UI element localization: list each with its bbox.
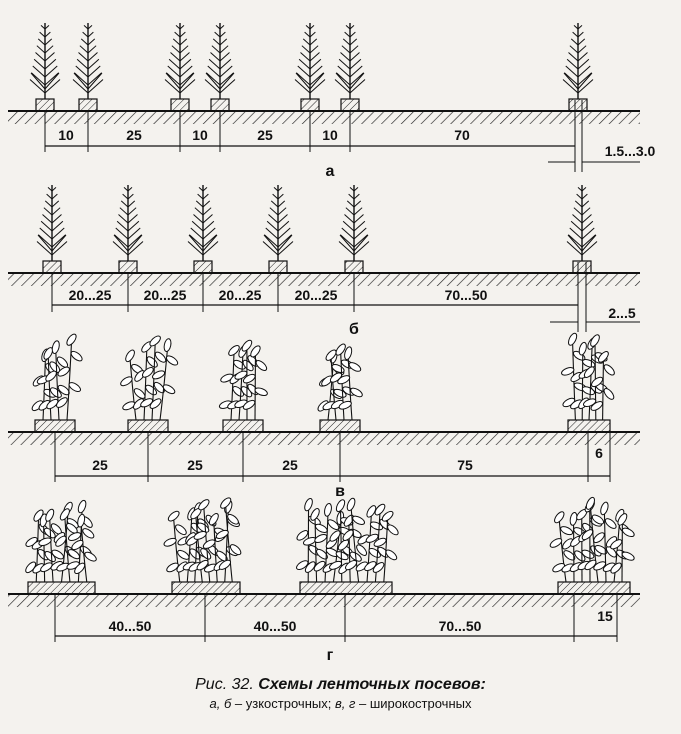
leafy-plant-row [24,499,98,594]
caption-title [0,676,681,694]
dim-a-edge: 1.5...3.0 [604,143,656,159]
leafy-plant-row [561,332,617,432]
grass-plant [188,185,218,273]
grass-plant [263,185,293,273]
dim-v-edge: 6 [595,445,603,461]
panel-g [8,496,640,664]
leafy-plant-row [163,496,243,594]
dim-a-1: 10 [58,127,74,143]
dim-v-4: 75 [457,457,473,473]
dim-v-2: 25 [187,457,203,473]
dim-a-5: 10 [322,127,338,143]
leafy-plant-row [119,334,179,432]
caption-sub-a-letters: а, б [209,696,232,711]
soil-v [8,432,640,445]
dim-b-2: 20...25 [143,287,187,303]
dim-a-6: 70 [454,127,470,143]
panel-v [8,332,640,500]
caption-subtitle [0,696,681,711]
dim-g-2: 40...50 [253,618,297,634]
dim-a-3: 10 [192,127,208,143]
grass-plant [563,23,593,111]
dim-g-edge: 15 [597,608,613,624]
dim-a-4: 25 [257,127,273,143]
soil-b [8,273,640,286]
leafy-plant-row [316,342,363,432]
dim-g-1: 40...50 [108,618,152,634]
caption-fig-number: Рис. 32. [195,676,254,693]
soil-g [8,594,640,607]
dim-b-1: 20...25 [68,287,112,303]
panel-label-v: в [335,483,345,500]
grass-plant [165,23,195,111]
dim-v-1: 25 [92,457,108,473]
grass-plant [113,185,143,273]
panel-label-g: г [326,647,334,664]
grass-plant [335,23,365,111]
caption-title-text: Схемы ленточных посевов: [258,676,486,693]
figure-caption [0,676,681,711]
caption-sub-a-text: – узкострочных; [231,696,335,711]
panel-a [8,23,656,180]
plants-v [30,332,616,432]
dim-v-3: 25 [282,457,298,473]
plants-a [30,23,593,111]
leafy-plant-row [30,333,83,432]
grass-plant [295,23,325,111]
panel-b [8,185,640,338]
grass-plant [73,23,103,111]
grass-plant [339,185,369,273]
caption-sub-b-text: – широкострочных [355,696,472,711]
dim-b-edge: 2...5 [608,305,636,321]
leafy-plant-row [295,497,400,594]
dim-g-3: 70...50 [438,618,482,634]
plants-b [37,185,597,273]
caption-sub-b-letters: в, г [334,696,356,711]
panel-label-b: б [349,321,359,338]
plants-g [24,496,636,594]
dim-b-3: 20...25 [218,287,262,303]
grass-plant [567,185,597,273]
soil-a [8,111,640,124]
grass-plant [30,23,60,111]
dim-a-2: 25 [126,127,142,143]
grass-plant [37,185,67,273]
leafy-plant-row [549,496,636,594]
leafy-plant-row [218,339,268,432]
panel-label-a: а [325,163,335,180]
dim-b-5: 70...50 [444,287,488,303]
grass-plant [205,23,235,111]
dim-b-4: 20...25 [294,287,338,303]
